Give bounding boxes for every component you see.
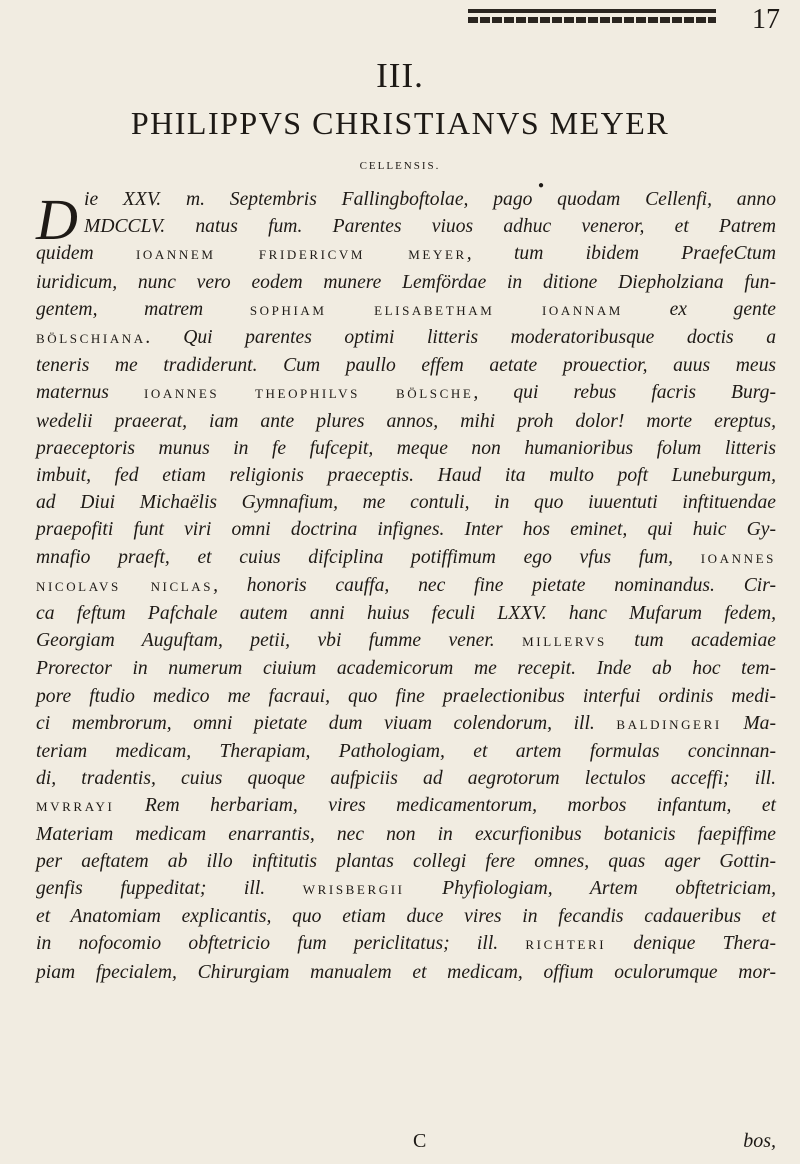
- text-run: Phyfiologiam, Artem obftetriciam,: [404, 878, 776, 900]
- small-caps-name: NICOLAVS NICLAS: [36, 578, 214, 594]
- text-line: [36, 959, 776, 986]
- small-caps-name: MILLERVS: [522, 634, 607, 650]
- text-line: [36, 296, 776, 324]
- text-run: tum academiae: [606, 630, 776, 652]
- text-line: [36, 683, 776, 710]
- text-line: [36, 600, 776, 627]
- text-run: genfis fuppeditat; ill.: [36, 878, 303, 900]
- small-caps-name: SOPHIAM ELISABETHAM IOANNAM: [249, 302, 623, 318]
- text-run: Georgiam Auguftam, petii, vbi fumme vener.: [36, 630, 523, 652]
- text-run: imbuit, fed etiam religionis praeceptis. Haud ita multo poft Luneburgum,: [36, 465, 776, 487]
- text-run: ca feftum Pafchale autem anni huius feculi LXXV. hanc Mufarum fedem,: [36, 603, 776, 625]
- text-run: MDCCLV. natus fum. Parentes viuos adhuc veneror, et Patrem: [84, 216, 776, 238]
- text-line: [36, 408, 776, 435]
- text-line: [36, 269, 776, 296]
- text-line: [36, 655, 776, 682]
- text-line: [36, 765, 776, 792]
- text-run: praeceptoris munus in fe fufcepit, meque non humanioribus folum litteris: [36, 437, 776, 459]
- section-numeral: III.: [376, 56, 424, 95]
- text-line: [36, 489, 776, 516]
- small-caps-name: IOANNES THEOPHILVS BÖLSCHE: [143, 386, 474, 402]
- text-line: [36, 627, 776, 655]
- text-run: praepofiti funt viri omni doctrina infignes. Inter hos eminet, qui huic Gy-: [36, 519, 776, 541]
- text-line: [36, 821, 776, 848]
- text-run: , tum ibidem PraefeCtum: [466, 243, 776, 265]
- text-run: piam fpecialem, Chirurgiam manualem et medicam, offium oculorumque mor-: [36, 961, 776, 983]
- text-line: [36, 875, 776, 903]
- text-run: Ma-: [721, 712, 776, 734]
- text-line: [36, 710, 776, 738]
- text-line: [36, 848, 776, 875]
- text-run: maternus: [36, 382, 144, 404]
- small-caps-name: BÖLSCHIANA: [36, 331, 146, 347]
- text-line: [36, 462, 776, 489]
- origin-label: CELLENSIS.: [359, 160, 441, 172]
- text-line: [36, 213, 776, 240]
- text-run: ci membrorum, omni pietate dum viuam colendorum, ill.: [36, 712, 617, 734]
- small-caps-name: IOANNEM FRIDERICVM MEYER: [136, 247, 467, 263]
- text-run: Rem herbariam, vires medicamentorum, morbos infantum, et: [114, 795, 776, 817]
- text-run: pore ftudio medico me facraui, quo fine praelectionibus interfui ordinis medi-: [36, 685, 776, 707]
- ornament-dot: ●: [538, 180, 545, 191]
- text-run: ex gente: [622, 298, 776, 320]
- text-line: [36, 352, 776, 379]
- text-run: iuridicum, nunc vero eodem munere Lemfördae in ditione Diepholziana fun-: [36, 271, 776, 293]
- page-number: 17: [752, 4, 780, 35]
- text-run: Prorector in numerum ciuium academicorum me recepit. Inde ab hoc tem-: [36, 658, 776, 680]
- text-run: per aeftatem ab illo inftitutis plantas collegi fere omnes, quas ager Gottin-: [36, 850, 776, 872]
- signature-mark: C: [413, 1130, 427, 1152]
- text-line: [36, 186, 776, 213]
- text-run: ie XXV. m. Septembris Fallingboftolae, pago quodam Cellenfi, anno: [84, 189, 776, 210]
- text-line: [36, 435, 776, 462]
- text-line: [36, 738, 776, 765]
- text-line: [36, 572, 776, 600]
- text-run: Materiam medicam enarrantis, nec non in excurfionibus botanicis faepiffime: [36, 823, 776, 845]
- header-ornament: [468, 9, 716, 23]
- page-title: PHILIPPVS CHRISTIANVS MEYER: [130, 105, 670, 141]
- small-caps-name: MVRRAYI: [36, 799, 115, 815]
- text-line: [36, 324, 776, 352]
- body-text: [36, 186, 776, 986]
- drop-cap: D: [36, 187, 78, 252]
- text-line: [36, 903, 776, 930]
- text-run: , honoris cauffa, nec fine pietate nominandus. Cir-: [213, 574, 776, 596]
- text-run: mnafio praeft, et cuius difciplina potiffimum ego vfus fum,: [36, 546, 701, 568]
- text-run: in nofocomio obftetricio fum periclitatus; ill.: [36, 933, 526, 955]
- text-line: [36, 379, 776, 407]
- small-caps-name: WRISBERGII: [302, 882, 405, 898]
- text-run: gentem, matrem: [36, 298, 250, 320]
- text-line: [36, 544, 776, 572]
- text-run: teriam medicam, Therapiam, Pathologiam, et artem formulas concinnan-: [36, 741, 776, 763]
- catchword: bos,: [743, 1130, 776, 1152]
- text-run: et Anatomiam explicantis, quo etiam duce vires in fecandis cadaueribus et: [36, 906, 776, 928]
- text-line: [36, 516, 776, 543]
- text-run: wedelii praeerat, iam ante plures annos, mihi proh dolor! morte ereptus,: [36, 410, 776, 432]
- text-run: quidem: [36, 243, 136, 265]
- text-run: ad Diui Michaëlis Gymnafium, me contuli, in quo iuuentuti inftituendae: [36, 492, 776, 514]
- text-line: [36, 792, 776, 820]
- small-caps-name: RICHTERI: [525, 937, 607, 953]
- text-line: [36, 240, 776, 268]
- small-caps-name: IOANNES: [700, 550, 776, 566]
- text-line: [36, 930, 776, 958]
- text-run: . Qui parentes optimi litteris moderatoribusque doctis a: [145, 327, 776, 349]
- small-caps-name: BALDINGERI: [616, 716, 722, 732]
- text-run: denique Thera-: [606, 933, 776, 955]
- text-run: teneris me tradiderunt. Cum paullo effem aetate prouectior, auus meus: [36, 355, 776, 377]
- text-run: , qui rebus facris Burg-: [473, 382, 776, 404]
- text-run: di, tradentis, cuius quoque aufpiciis ad aegrotorum lectulos acceffi; ill.: [36, 768, 776, 790]
